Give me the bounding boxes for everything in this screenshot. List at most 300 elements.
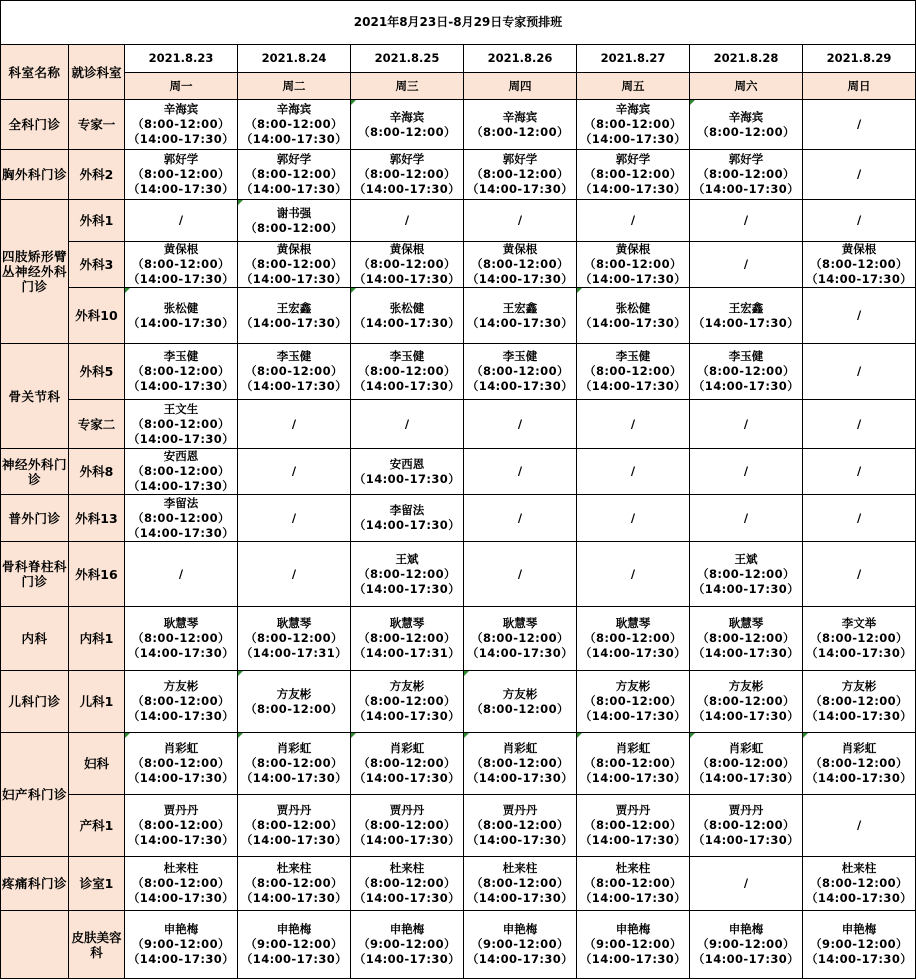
doctor-name: 申艳梅 — [615, 922, 651, 936]
doctor-name: 郭好学 — [615, 152, 651, 166]
room-name: 专家二 — [69, 400, 125, 449]
time-slot: （8:00-12:00） — [810, 876, 908, 890]
schedule-cell — [351, 857, 464, 911]
time-slot: （14:00-17:30） — [579, 952, 687, 966]
header-weekday: 周六 — [690, 73, 803, 100]
schedule-cell — [803, 288, 916, 344]
dept-name: 骨科脊柱科门诊 — [1, 542, 69, 607]
schedule-cell — [238, 495, 351, 542]
doctor-name: 安西恩 — [163, 449, 199, 463]
schedule-cell — [125, 911, 238, 979]
time-slot: （14:00-17:30） — [692, 952, 800, 966]
schedule-cell — [238, 344, 351, 400]
schedule-cell — [577, 150, 690, 200]
doctor-name: 辛海宾 — [728, 109, 764, 124]
time-slot: （14:00-17:30） — [127, 379, 235, 393]
table-row — [1, 795, 916, 857]
no-clinic-mark: / — [291, 464, 297, 478]
time-slot: （14:00-17:30） — [466, 379, 574, 393]
schedule-cell — [803, 242, 916, 288]
time-slot: （8:00-12:00） — [584, 818, 682, 832]
time-slot: （14:00-17:30） — [127, 525, 235, 540]
time-slot: （14:00-17:30） — [353, 272, 461, 286]
time-slot: （14:00-17:30） — [353, 952, 461, 966]
time-slot: （14:00-17:30） — [579, 891, 687, 905]
schedule-cell — [803, 400, 916, 449]
no-clinic-mark: / — [404, 213, 410, 227]
schedule-cell — [125, 242, 238, 288]
time-slot: （8:00-12:00） — [132, 167, 230, 181]
time-slot: （9:00-12:00） — [584, 937, 682, 951]
time-slot: （14:00-17:30） — [127, 315, 235, 330]
schedule-cell — [238, 542, 351, 607]
dept-name: 妇产科门诊 — [1, 733, 69, 857]
table-row — [1, 344, 916, 400]
time-slot: （8:00-12:00） — [358, 876, 456, 890]
doctor-name: 李玉健 — [502, 349, 538, 363]
time-slot: （14:00-17:30） — [466, 952, 574, 966]
time-slot: （14:00-17:30） — [692, 581, 800, 596]
header-date: 2021.8.25 — [351, 45, 464, 73]
schedule-cell — [125, 344, 238, 400]
time-slot: （8:00-12:00） — [471, 876, 569, 890]
schedule-cell — [690, 449, 803, 495]
time-slot: （14:00-17:30） — [579, 272, 687, 286]
schedule-cell — [351, 344, 464, 400]
schedule-cell — [464, 400, 577, 449]
time-slot: （8:00-12:00） — [132, 756, 230, 770]
time-slot: （14:00-17:30） — [127, 833, 235, 847]
schedule-cell — [125, 200, 238, 242]
schedule-cell — [803, 344, 916, 400]
time-slot: （8:00-12:00） — [132, 694, 230, 708]
doctor-name: 申艳梅 — [389, 922, 425, 936]
doctor-name: 贾丹丹 — [389, 803, 425, 817]
table-row — [1, 733, 916, 795]
schedule-cell — [351, 671, 464, 733]
no-clinic-mark: / — [856, 167, 862, 181]
time-slot: （14:00-17:30） — [240, 182, 348, 196]
schedule-cell — [351, 607, 464, 671]
time-slot: （14:00-17:30） — [466, 833, 574, 847]
schedule-cell — [351, 911, 464, 979]
doctor-name: 李玉健 — [163, 349, 199, 363]
time-slot: （8:00-12:00） — [245, 364, 343, 378]
table-row — [1, 288, 916, 344]
schedule-cell — [125, 400, 238, 449]
doctor-name: 黄保根 — [389, 242, 425, 256]
schedule-cell — [238, 671, 351, 733]
schedule-cell — [238, 200, 351, 242]
time-slot: （8:00-12:00） — [697, 124, 795, 139]
no-clinic-mark: / — [517, 510, 523, 525]
schedule-cell — [690, 542, 803, 607]
room-name: 皮肤美容科 — [69, 911, 125, 979]
time-slot: （14:00-17:30） — [240, 315, 348, 330]
schedule-cell — [125, 542, 238, 607]
time-slot: （14:00-17:30） — [466, 646, 574, 660]
time-slot: （14:00-17:30） — [353, 518, 461, 532]
schedule-cell — [577, 733, 690, 795]
time-slot: （14:00-17:30） — [692, 182, 800, 196]
table-row — [1, 495, 916, 542]
doctor-name: 李玉健 — [615, 349, 651, 363]
dept-name: 内科 — [1, 607, 69, 671]
time-slot: （8:00-12:00） — [132, 364, 230, 378]
time-slot: （8:00-12:00） — [697, 566, 795, 581]
schedule-cell — [690, 911, 803, 979]
no-clinic-mark: / — [517, 213, 523, 227]
schedule-cell — [464, 344, 577, 400]
table-row — [1, 400, 916, 449]
time-slot: （8:00-12:00） — [358, 631, 456, 645]
no-clinic-mark: / — [291, 416, 297, 431]
doctor-name: 张松健 — [615, 300, 651, 315]
header-weekday: 周五 — [577, 73, 690, 100]
time-slot: （8:00-12:00） — [471, 257, 569, 271]
doctor-name: 方友彬 — [389, 679, 425, 693]
time-slot: （8:00-12:00） — [132, 631, 230, 645]
schedule-cell — [125, 495, 238, 542]
doctor-name: 贾丹丹 — [615, 803, 651, 817]
header-date: 2021.8.24 — [238, 45, 351, 73]
time-slot: （8:00-12:00） — [584, 631, 682, 645]
time-slot: （14:00-17:30） — [240, 379, 348, 393]
time-slot: （8:00-12:00） — [697, 364, 795, 378]
page-title: 2021年8月23日-8月29日专家预排班 — [1, 1, 916, 45]
doctor-name: 贾丹丹 — [728, 803, 764, 817]
schedule-cell — [464, 449, 577, 495]
dept-name: 普外门诊 — [1, 495, 69, 542]
time-slot: （14:00-17:30） — [353, 891, 461, 905]
doctor-name: 李文举 — [841, 616, 877, 630]
time-slot: （8:00-12:00） — [471, 818, 569, 832]
header-dept: 科室名称 — [1, 45, 69, 100]
schedule-cell — [577, 671, 690, 733]
time-slot: （9:00-12:00） — [697, 937, 795, 951]
doctor-name: 肖彩虹 — [615, 741, 651, 755]
schedule-cell — [803, 542, 916, 607]
time-slot: （14:00-17:30） — [466, 182, 574, 196]
room-name: 外科2 — [69, 150, 125, 200]
no-clinic-mark: / — [291, 510, 297, 525]
schedule-cell — [577, 607, 690, 671]
time-slot: （14:00-17:30） — [805, 771, 913, 785]
no-clinic-mark: / — [856, 818, 862, 832]
dept-name: 疼痛科门诊 — [1, 857, 69, 911]
schedule-cell — [351, 150, 464, 200]
doctor-name: 王文生 — [163, 401, 199, 416]
schedule-cell — [690, 100, 803, 150]
no-clinic-mark: / — [517, 464, 523, 478]
doctor-name: 贾丹丹 — [502, 803, 538, 817]
schedule-cell — [351, 400, 464, 449]
doctor-name: 李留法 — [163, 495, 199, 510]
schedule-cell — [690, 288, 803, 344]
schedule-cell — [803, 449, 916, 495]
time-slot: （14:00-17:30） — [127, 431, 235, 446]
room-name: 儿科1 — [69, 671, 125, 733]
doctor-name: 郭好学 — [502, 152, 538, 166]
schedule-cell — [238, 857, 351, 911]
schedule-cell — [351, 288, 464, 344]
doctor-name: 辛海宾 — [389, 109, 425, 124]
header-date: 2021.8.26 — [464, 45, 577, 73]
schedule-cell — [351, 795, 464, 857]
time-slot: （8:00-12:00） — [471, 124, 569, 139]
schedule-cell — [351, 733, 464, 795]
doctor-name: 郭好学 — [276, 152, 312, 166]
time-slot: （8:00-12:00） — [584, 167, 682, 181]
doctor-name: 郭好学 — [163, 152, 199, 166]
time-slot: （8:00-12:00） — [358, 566, 456, 581]
time-slot: （14:00-17:30） — [127, 272, 235, 286]
doctor-name: 辛海宾 — [163, 102, 199, 116]
schedule-cell — [238, 242, 351, 288]
room-name: 外科3 — [69, 242, 125, 288]
schedule-cell — [125, 733, 238, 795]
no-clinic-mark: / — [630, 416, 636, 431]
no-clinic-mark: / — [743, 416, 749, 431]
time-slot: （8:00-12:00） — [697, 694, 795, 708]
schedule-cell — [464, 911, 577, 979]
time-slot: （8:00-12:00） — [471, 756, 569, 770]
schedule-cell — [577, 400, 690, 449]
table-row — [1, 607, 916, 671]
schedule-cell — [351, 495, 464, 542]
doctor-name: 黄保根 — [163, 242, 199, 256]
table-row — [1, 857, 916, 911]
schedule-cell — [238, 150, 351, 200]
schedule-cell — [577, 288, 690, 344]
doctor-name: 申艳梅 — [502, 922, 538, 936]
time-slot: （9:00-12:00） — [132, 937, 230, 951]
room-name: 产科1 — [69, 795, 125, 857]
schedule-cell — [803, 150, 916, 200]
dept-name: 骨关节科 — [1, 344, 69, 449]
schedule-cell — [464, 795, 577, 857]
doctor-name: 辛海宾 — [502, 109, 538, 124]
doctor-name: 张松健 — [389, 300, 425, 315]
schedule-cell — [238, 288, 351, 344]
doctor-name: 王宏鑫 — [728, 300, 764, 315]
no-clinic-mark: / — [856, 464, 862, 478]
dept-name: 胸外科门诊 — [1, 150, 69, 200]
schedule-cell — [464, 733, 577, 795]
time-slot: （8:00-12:00） — [584, 117, 682, 131]
time-slot: （8:00-12:00） — [132, 117, 230, 131]
doctor-name: 王斌 — [734, 551, 758, 566]
time-slot: （14:00-17:30） — [692, 315, 800, 330]
schedule-cell — [577, 857, 690, 911]
time-slot: （8:00-12:00） — [132, 510, 230, 525]
no-clinic-mark: / — [178, 213, 184, 227]
time-slot: （14:00-17:31） — [353, 646, 461, 660]
time-slot: （14:00-17:30） — [692, 833, 800, 847]
schedule-cell — [125, 288, 238, 344]
no-clinic-mark: / — [856, 308, 862, 322]
doctor-name: 贾丹丹 — [163, 803, 199, 817]
schedule-cell — [464, 607, 577, 671]
table-row — [1, 449, 916, 495]
schedule-cell — [238, 400, 351, 449]
time-slot: （8:00-12:00） — [697, 818, 795, 832]
no-clinic-mark: / — [630, 464, 636, 478]
doctor-name: 杜来柱 — [163, 861, 199, 875]
schedule-cell — [238, 911, 351, 979]
dept-name: 全科门诊 — [1, 100, 69, 150]
time-slot: （14:00-17:30） — [466, 891, 574, 905]
no-clinic-mark: / — [856, 213, 862, 227]
schedule-cell — [125, 150, 238, 200]
time-slot: （14:00-17:30） — [805, 709, 913, 723]
doctor-name: 杜来柱 — [276, 861, 312, 875]
doctor-name: 杜来柱 — [615, 861, 651, 875]
time-slot: （14:00-17:30） — [127, 891, 235, 905]
time-slot: （8:00-12:00） — [245, 818, 343, 832]
time-slot: （8:00-12:00） — [584, 257, 682, 271]
schedule-cell — [125, 671, 238, 733]
time-slot: （14:00-17:30） — [579, 833, 687, 847]
no-clinic-mark: / — [856, 364, 862, 378]
time-slot: （14:00-17:30） — [240, 833, 348, 847]
time-slot: （14:00-17:30） — [353, 833, 461, 847]
no-clinic-mark: / — [743, 464, 749, 478]
doctor-name: 辛海宾 — [276, 102, 312, 116]
schedule-cell — [690, 400, 803, 449]
schedule-cell — [464, 542, 577, 607]
time-slot: （14:00-17:30） — [127, 132, 235, 146]
doctor-name: 肖彩虹 — [276, 741, 312, 755]
schedule-cell — [238, 733, 351, 795]
room-name: 妇科 — [69, 733, 125, 795]
schedule-cell — [577, 449, 690, 495]
header-date: 2021.8.28 — [690, 45, 803, 73]
doctor-name: 杜来柱 — [389, 861, 425, 875]
schedule-cell — [464, 150, 577, 200]
schedule-cell — [464, 242, 577, 288]
time-slot: （14:00-17:30） — [466, 771, 574, 785]
schedule-cell — [351, 100, 464, 150]
time-slot: （14:00-17:30） — [805, 646, 913, 660]
time-slot: （14:00-17:30） — [692, 771, 800, 785]
doctor-name: 肖彩虹 — [841, 741, 877, 755]
time-slot: （8:00-12:00） — [810, 694, 908, 708]
doctor-name: 张松健 — [163, 300, 199, 315]
doctor-name: 黄保根 — [615, 242, 651, 256]
doctor-name: 黄保根 — [276, 242, 312, 256]
time-slot: （14:00-17:30） — [127, 709, 235, 723]
doctor-name: 杜来柱 — [502, 861, 538, 875]
room-name: 诊室1 — [69, 857, 125, 911]
time-slot: （14:00-17:30） — [353, 709, 461, 723]
schedule-cell — [690, 495, 803, 542]
time-slot: （8:00-12:00） — [132, 416, 230, 431]
header-weekday: 周二 — [238, 73, 351, 100]
time-slot: （8:00-12:00） — [358, 257, 456, 271]
time-slot: （14:00-17:30） — [353, 581, 461, 596]
room-name: 专家一 — [69, 100, 125, 150]
time-slot: （9:00-12:00） — [358, 937, 456, 951]
time-slot: （9:00-12:00） — [810, 937, 908, 951]
schedule-cell — [577, 344, 690, 400]
time-slot: （14:00-17:30） — [805, 891, 913, 905]
schedule-cell — [577, 200, 690, 242]
doctor-name: 肖彩虹 — [163, 741, 199, 755]
schedule-cell — [690, 150, 803, 200]
doctor-name: 方友彬 — [502, 686, 538, 701]
schedule-cell — [577, 795, 690, 857]
doctor-name: 耿慧琴 — [276, 616, 312, 630]
schedule-cell — [125, 795, 238, 857]
time-slot: （8:00-12:00） — [358, 364, 456, 378]
doctor-name: 王宏鑫 — [276, 300, 312, 315]
time-slot: （14:00-17:30） — [579, 379, 687, 393]
schedule-cell — [803, 671, 916, 733]
time-slot: （14:00-17:30） — [353, 315, 461, 330]
doctor-name: 杜来柱 — [841, 861, 877, 875]
doctor-name: 王斌 — [395, 551, 419, 566]
room-name: 外科5 — [69, 344, 125, 400]
schedule-cell — [803, 911, 916, 979]
no-clinic-mark: / — [856, 510, 862, 525]
time-slot: （14:00-17:30） — [579, 182, 687, 196]
time-slot: （8:00-12:00） — [358, 694, 456, 708]
time-slot: （9:00-12:00） — [471, 937, 569, 951]
schedule-cell — [238, 449, 351, 495]
schedule-cell — [238, 100, 351, 150]
time-slot: （14:00-17:30） — [240, 891, 348, 905]
time-slot: （14:00-17:31） — [240, 646, 348, 660]
header-weekday: 周日 — [803, 73, 916, 100]
time-slot: （8:00-12:00） — [471, 631, 569, 645]
time-slot: （8:00-12:00） — [584, 876, 682, 890]
schedule-cell — [690, 607, 803, 671]
time-slot: （8:00-12:00） — [245, 167, 343, 181]
time-slot: （14:00-17:30） — [353, 182, 461, 196]
header-date: 2021.8.27 — [577, 45, 690, 73]
no-clinic-mark: / — [743, 213, 749, 227]
schedule-cell — [690, 242, 803, 288]
schedule-cell — [351, 242, 464, 288]
schedule-cell — [577, 100, 690, 150]
table-row — [1, 911, 916, 979]
doctor-name: 谢书强 — [276, 205, 312, 220]
time-slot: （8:00-12:00） — [132, 876, 230, 890]
time-slot: （8:00-12:00） — [245, 756, 343, 770]
schedule-cell — [803, 857, 916, 911]
room-name: 外科1 — [69, 200, 125, 242]
time-slot: （8:00-12:00） — [358, 167, 456, 181]
time-slot: （14:00-17:30） — [805, 272, 913, 286]
no-clinic-mark: / — [856, 566, 862, 581]
doctor-name: 耿慧琴 — [163, 616, 199, 630]
schedule-cell — [577, 911, 690, 979]
time-slot: （8:00-12:00） — [358, 756, 456, 770]
schedule-cell — [577, 242, 690, 288]
room-name: 内科1 — [69, 607, 125, 671]
time-slot: （14:00-17:30） — [240, 771, 348, 785]
time-slot: （14:00-17:30） — [579, 315, 687, 330]
doctor-name: 耿慧琴 — [389, 616, 425, 630]
time-slot: （14:00-17:30） — [579, 709, 687, 723]
time-slot: （14:00-17:30） — [579, 132, 687, 146]
schedule-cell — [464, 288, 577, 344]
schedule-cell — [690, 671, 803, 733]
no-clinic-mark: / — [743, 510, 749, 525]
no-clinic-mark: / — [743, 257, 749, 271]
schedule-cell — [577, 495, 690, 542]
